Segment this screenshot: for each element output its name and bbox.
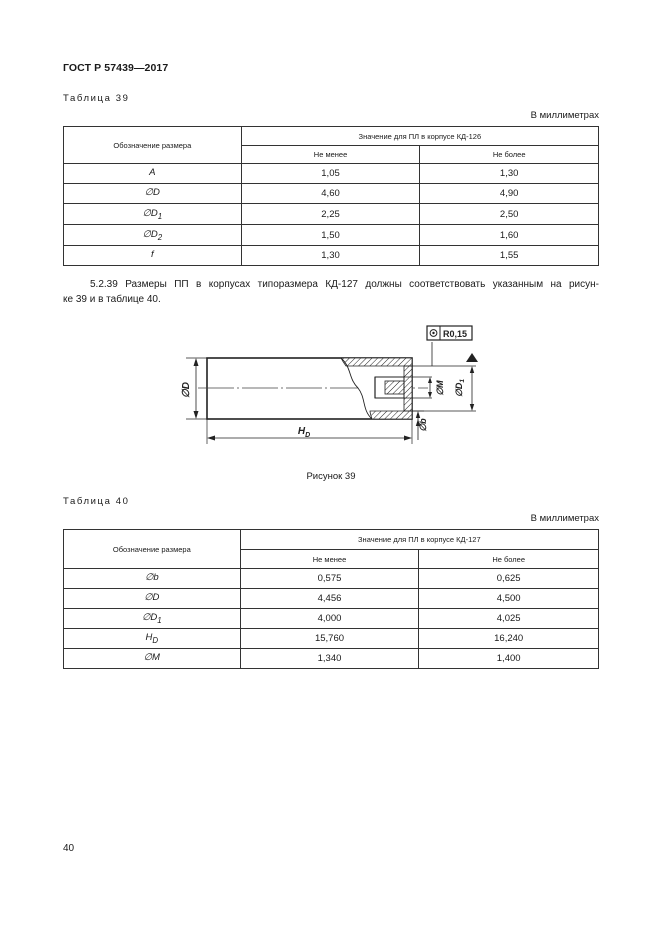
max-cell: 4,025 [419,609,599,629]
tolerance-value: R0,15 [443,329,468,339]
table-39-header-designation: Обозначение размера [64,127,242,164]
symbol-cell: ∅M [64,649,241,669]
max-cell: 4,90 [420,184,599,204]
symbol-cell: A [64,164,242,184]
page-number: 40 [63,843,75,854]
max-cell: 2,50 [420,204,599,225]
table-row [64,184,599,204]
table-40 [63,529,599,669]
figure-39-drawing [180,320,490,470]
paragraph-line-2: ке 39 и в таблице 40. [63,294,161,305]
symbol-cell: ∅D [64,589,241,609]
table-40-units: В миллиметрах [530,513,599,524]
dimension-HD-label: $H_D$ [297,426,311,439]
symbol-cell: $\emptyset D_2$ [64,225,242,246]
standard-header: ГОСТ Р 57439—2017 [63,62,169,74]
clause-paragraph [63,277,599,307]
symbol-cell: f [64,246,242,266]
dimension-D-label: ∅D [181,382,192,398]
min-cell: 2,25 [241,204,420,225]
symbol-cell: $\emptyset D_1$ [64,204,242,225]
cutaway-hatch-top [341,358,412,366]
table-row [64,609,599,629]
end-cap-hatch [404,366,412,411]
paragraph-line-1: 5.2.39 Размеры ПП в корпусах типоразмера КД-127 должны соответствовать указанным на рисун- [90,279,599,290]
max-cell: 1,400 [419,649,599,669]
max-cell: 4,500 [419,589,599,609]
table-39 [63,126,599,266]
inner-lead-core [385,381,404,394]
table-39-header-min: Не менее [241,146,420,164]
datum-triangle [466,353,478,362]
dimension-b-label: ∅b [418,418,428,432]
table-row [64,164,599,184]
table-39-header-max: Не более [420,146,599,164]
table-row [64,589,599,609]
table-row [64,629,599,649]
symbol-cell: $\emptyset D_1$ [64,609,241,629]
position-tolerance-icon [430,330,437,337]
min-cell: 4,60 [241,184,420,204]
symbol-cell: ∅b [64,569,241,589]
dimension-D1-label: $\emptyset D_1$ [454,379,466,397]
table-40-header-value-group: Значение для ПЛ в корпусе КД-127 [240,530,598,550]
table-39-units: В миллиметрах [530,110,599,121]
max-cell: 1,60 [420,225,599,246]
min-cell: 15,760 [240,629,419,649]
symbol-cell: ∅D [64,184,242,204]
max-cell: 16,240 [419,629,599,649]
min-cell: 1,50 [241,225,420,246]
table-40-caption: Таблица 40 [63,496,130,507]
table-39-header-value-group: Значение для ПЛ в корпусе КД-126 [241,127,598,146]
dimension-M-label: ∅M [435,380,445,396]
table-row [64,569,599,589]
max-cell: 1,55 [420,246,599,266]
min-cell: 4,000 [240,609,419,629]
table-40-header-min: Не менее [240,550,419,569]
table-40-header-designation: Обозначение размера [64,530,241,569]
min-cell: 0,575 [240,569,419,589]
table-row [64,204,599,225]
table-row [64,649,599,669]
min-cell: 1,340 [240,649,419,669]
min-cell: 1,05 [241,164,420,184]
max-cell: 1,30 [420,164,599,184]
table-row [64,225,599,246]
table-39-caption: Таблица 39 [63,93,130,104]
table-40-header-max: Не более [419,550,599,569]
figure-39-caption: Рисунок 39 [306,471,356,482]
symbol-cell: $H_D$ [64,629,241,649]
max-cell: 0,625 [419,569,599,589]
min-cell: 4,456 [240,589,419,609]
cutaway-hatch-bottom [370,411,412,419]
min-cell: 1,30 [241,246,420,266]
table-row [64,246,599,266]
